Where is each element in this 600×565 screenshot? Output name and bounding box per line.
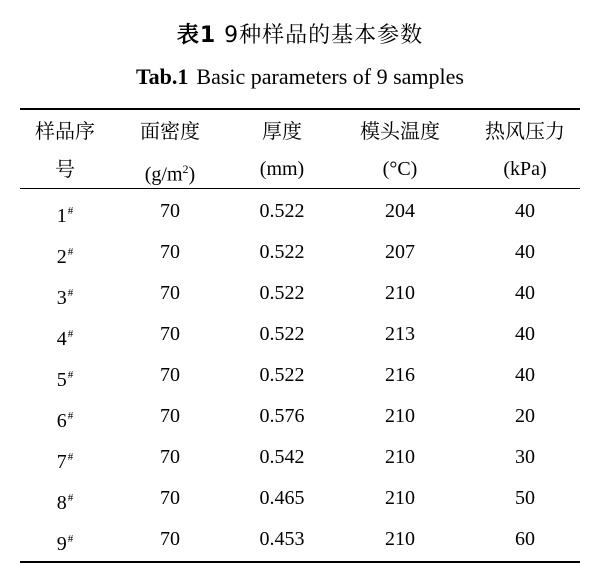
header-sample-line1: 样品序 (35, 119, 95, 143)
sample-mark: # (67, 246, 74, 258)
cell-pressure: 40 (515, 200, 535, 222)
cell-temp: 210 (385, 405, 415, 427)
cell-temp: 216 (385, 364, 415, 386)
cell-sample: 1# (56, 205, 74, 227)
cell-thickness: 0.522 (259, 241, 305, 263)
cell-density: 70 (160, 323, 180, 345)
table-row (20, 355, 580, 396)
cell-temp: 210 (385, 528, 415, 550)
sample-mark: # (67, 410, 74, 422)
cell-sample: 7# (56, 451, 74, 473)
header-rule (20, 188, 580, 189)
table-number-cn: 表1 (176, 23, 217, 48)
sample-mark: # (67, 287, 74, 299)
header-temp (345, 112, 455, 188)
cell-pressure: 60 (515, 528, 535, 550)
header-pressure (470, 112, 580, 188)
table-row (20, 519, 580, 560)
cell-sample: 2# (56, 246, 74, 268)
cell-sample: 4# (56, 328, 74, 350)
sample-mark: # (67, 533, 74, 545)
header-thickness-label: 厚度 (262, 119, 302, 143)
table-caption-en: Basic parameters of 9 samples (196, 64, 464, 89)
table-row (20, 191, 580, 232)
bottom-rule (20, 561, 580, 563)
cell-thickness: 0.465 (259, 487, 305, 509)
cell-thickness: 0.522 (259, 323, 305, 345)
cell-density: 70 (160, 241, 180, 263)
table-row (20, 314, 580, 355)
table-row (20, 396, 580, 437)
cell-pressure: 40 (515, 323, 535, 345)
cell-temp: 213 (385, 323, 415, 345)
cell-temp: 210 (385, 487, 415, 509)
cell-thickness: 0.522 (259, 282, 305, 304)
cell-sample: 6# (56, 410, 74, 432)
cell-thickness: 0.542 (259, 446, 305, 468)
cell-temp: 210 (385, 446, 415, 468)
sample-mark: # (67, 492, 74, 504)
cell-thickness: 0.522 (259, 364, 305, 386)
cell-pressure: 40 (515, 241, 535, 263)
table-title-cn (0, 18, 600, 49)
table-row (20, 437, 580, 478)
header-pressure-label: 热风压力 (485, 119, 565, 143)
cell-density: 70 (160, 200, 180, 222)
cell-thickness: 0.453 (259, 528, 305, 550)
cell-density: 70 (160, 487, 180, 509)
cell-temp: 207 (385, 241, 415, 263)
cell-density: 70 (160, 282, 180, 304)
cell-density: 70 (160, 405, 180, 427)
table-row (20, 478, 580, 519)
header-sample (20, 112, 110, 188)
cell-pressure: 50 (515, 487, 535, 509)
table-row (20, 232, 580, 273)
cell-pressure: 40 (515, 364, 535, 386)
cell-thickness: 0.522 (259, 200, 305, 222)
cell-sample: 9# (56, 533, 74, 555)
cell-thickness: 0.576 (259, 405, 305, 427)
cell-pressure: 20 (515, 405, 535, 427)
sample-mark: # (67, 451, 74, 463)
header-temp-label: 模头温度 (360, 119, 440, 143)
header-thickness (232, 112, 332, 188)
table-title-en (0, 64, 600, 90)
table-caption-cn: 9种样品的基本参数 (224, 23, 424, 48)
cell-temp: 210 (385, 282, 415, 304)
header-temp-unit: (°C) (382, 158, 418, 180)
header-density-label: 面密度 (140, 119, 200, 143)
header-density-unit: $(g/m^2)$ (144, 162, 196, 186)
header-pressure-unit: (kPa) (503, 158, 547, 180)
sample-mark: # (67, 205, 74, 217)
cell-pressure: 40 (515, 282, 535, 304)
table-row (20, 273, 580, 314)
cell-sample: 3# (56, 287, 74, 309)
header-sample-line2: 号 (55, 157, 75, 181)
header-density (120, 112, 220, 194)
sample-mark: # (67, 369, 74, 381)
cell-temp: 204 (385, 200, 415, 222)
sample-mark: # (67, 328, 74, 340)
top-rule (20, 108, 580, 110)
cell-density: 70 (160, 446, 180, 468)
table-number-en: Tab.1 (136, 64, 189, 89)
cell-sample: 5# (56, 369, 74, 391)
cell-density: 70 (160, 528, 180, 550)
cell-sample: 8# (56, 492, 74, 514)
header-thickness-unit: (mm) (259, 158, 305, 180)
cell-pressure: 30 (515, 446, 535, 468)
cell-density: 70 (160, 364, 180, 386)
